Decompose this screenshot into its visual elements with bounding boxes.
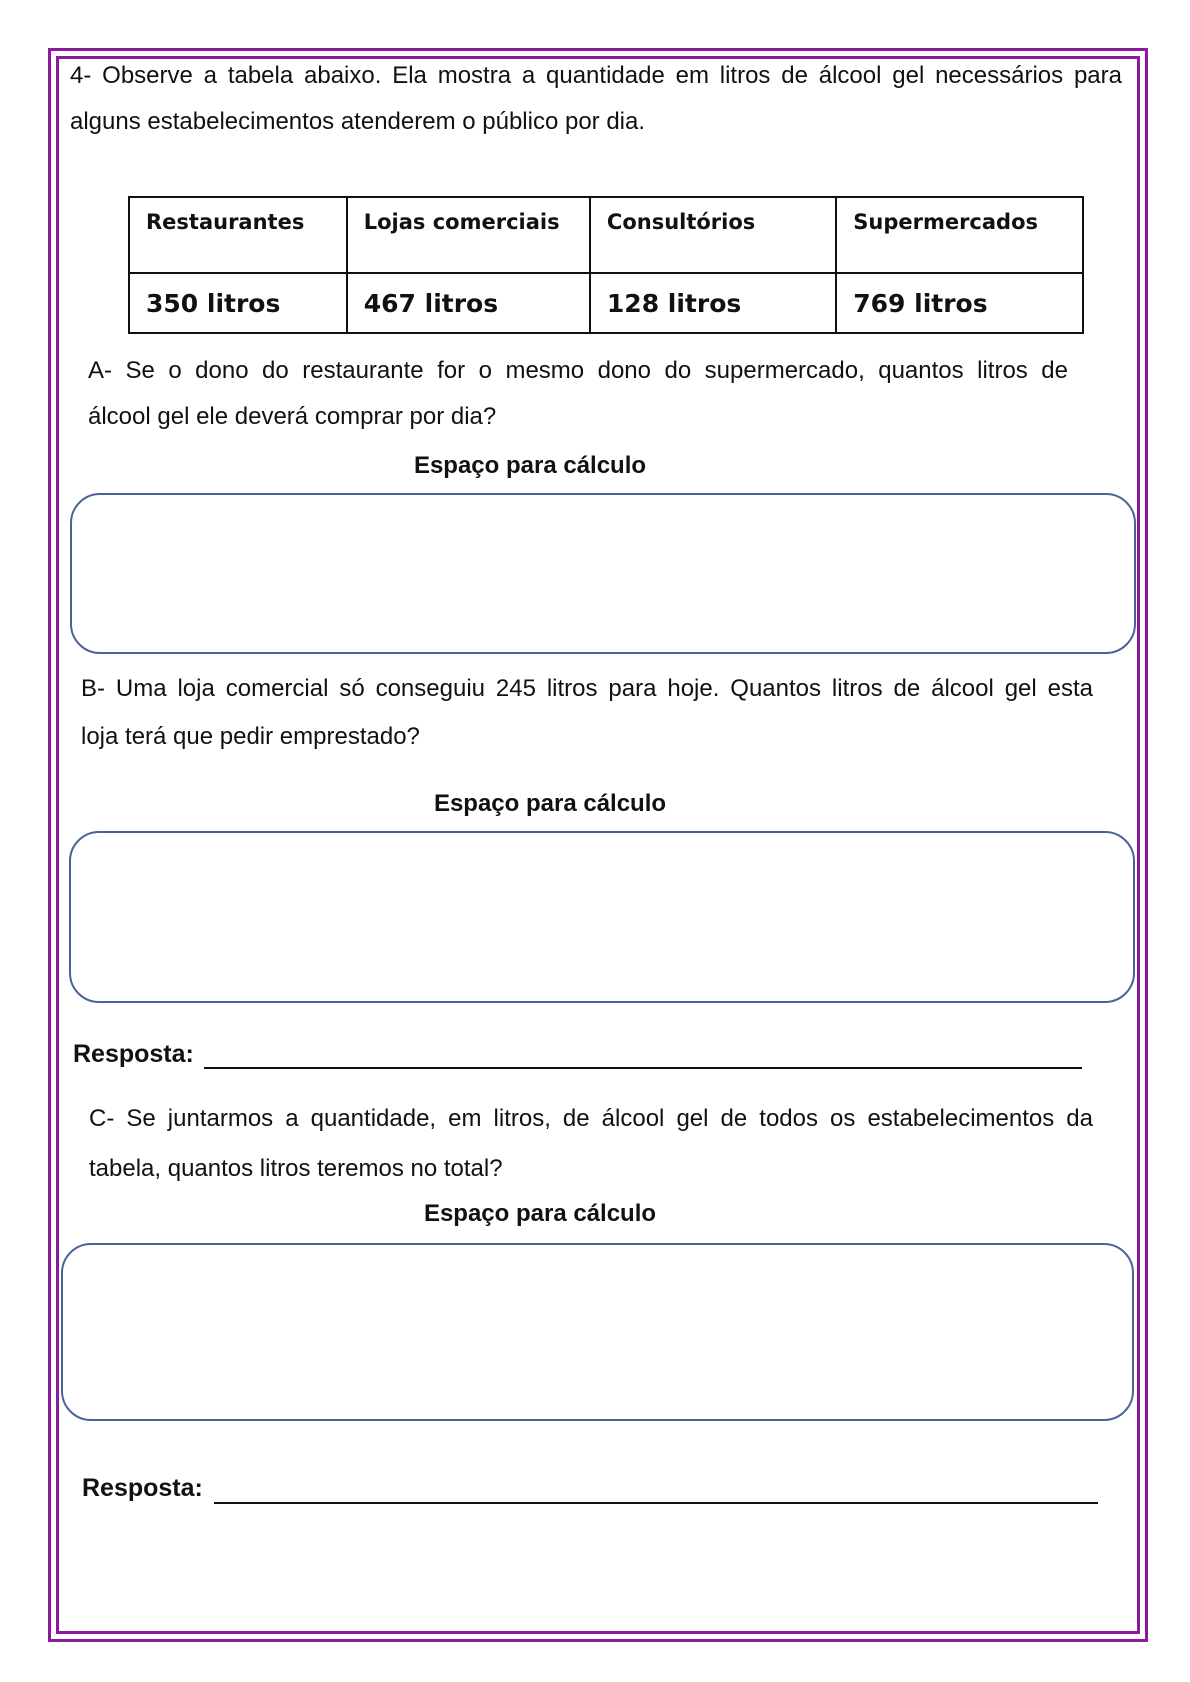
part-a-line2: álcool gel ele deverá comprar por dia? [88,403,497,430]
part-a-line1: A- Se o dono do restaurante for o mesmo dono do supermercado, quantos litros de [88,357,1068,384]
part-b-line1: B- Uma loja comercial só conseguiu 245 litros para hoje. Quantos litros de álcool gel esta [81,675,1093,702]
data-table [128,196,1084,334]
table-cell: 769 litros [836,273,1083,333]
part-c-line2: tabela, quantos litros teremos no total? [89,1155,503,1182]
part-c-answer-label: Resposta: [82,1474,203,1502]
part-b-answer-line[interactable] [204,1067,1082,1069]
table-cell: 467 litros [347,273,590,333]
part-c-calc-label: Espaço para cálculo [423,1200,657,1227]
part-b-calc-area[interactable] [69,831,1135,1003]
part-b-line2: loja terá que pedir emprestado? [81,723,420,750]
table-cell: 128 litros [590,273,836,333]
part-b-calc-label: Espaço para cálculo [433,790,667,817]
table-header-cell: Consultórios [590,197,836,273]
question-intro-line2: alguns estabelecimentos atenderem o público por dia. [70,108,646,135]
part-a-calc-label: Espaço para cálculo [413,452,647,479]
part-c-answer-line[interactable] [214,1502,1098,1504]
table-header-cell: Lojas comerciais [347,197,590,273]
question-intro-line1: 4- Observe a tabela abaixo. Ela mostra a quantidade em litros de álcool gel necessários para [70,62,1122,89]
part-b-answer-label: Resposta: [73,1040,194,1068]
part-c-calc-area[interactable] [61,1243,1134,1421]
part-a-calc-area[interactable] [70,493,1136,654]
table-header-row [129,197,1083,273]
table-header-cell: Supermercados [836,197,1083,273]
table-cell: 350 litros [129,273,347,333]
part-c-line1: C- Se juntarmos a quantidade, em litros, de álcool gel de todos os estabelecimentos da [89,1105,1093,1132]
table-row [129,273,1083,333]
table-header-cell: Restaurantes [129,197,347,273]
